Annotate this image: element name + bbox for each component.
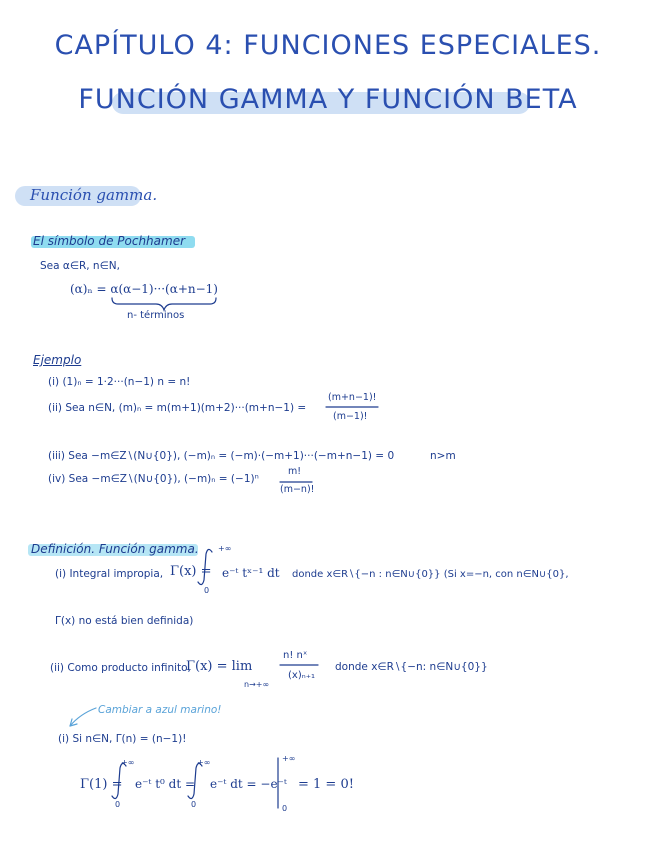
chapter-subtitle: FUNCIÓN GAMMA Y FUNCIÓN BETA (78, 84, 578, 115)
section-title: Función gamma. (30, 186, 158, 204)
def-ii-rest: donde x∈R∖{−n: n∈N∪{0}} (335, 661, 488, 673)
teacher-note: Cambiar a azul marino! (98, 704, 222, 716)
arrow-icon (70, 708, 96, 726)
def-i-integrand: e⁻ᵗ tˣ⁻¹ dt (222, 566, 280, 580)
ejemplo-iv-den: (m−n)! (280, 484, 315, 495)
ejemplo-iv: (iv) Sea −m∈Z∖(N∪{0}), (−m)ₙ = (−1)ⁿ (48, 473, 259, 485)
calc-lower-1: 0 (115, 800, 121, 809)
calc-lower-2: 0 (191, 800, 197, 809)
ejemplo-iii: (iii) Sea −m∈Z∖(N∪{0}), (−m)ₙ = (−m)·(−m+1)···(−m+n−1) = 0 (48, 450, 395, 462)
definition-heading: Definición. Función gamma. (31, 542, 199, 556)
integral-sign-icon (198, 549, 212, 584)
def-i-cont: Γ(x) no está bien definida) (55, 615, 194, 627)
ejemplo-ii: (ii) Sea n∈N, (m)ₙ = m(m+1)(m+2)···(m+n−1) = (48, 402, 307, 414)
pochhammer-formula: (α)ₙ = α(α−1)···(α+n−1) (70, 282, 218, 296)
calc-rhs: = 1 = 0! (298, 777, 354, 792)
def-i-rest: donde x∈R∖{−n : n∈N∪{0}} (Si x=−n, con n∈N∪{0}, (292, 569, 569, 580)
ejemplo-heading: Ejemplo (33, 353, 82, 367)
ejemplo-i: (i) (1)ₙ = 1·2···(n−1) n = n! (48, 376, 191, 388)
calc-upper-1: +∞ (121, 758, 135, 767)
calc-int1: e⁻ᵗ t⁰ dt = (135, 777, 196, 791)
def-ii-gamma: Γ(x) = lim (186, 659, 253, 674)
pochhammer-line1: Sea α∈R, n∈N, (40, 260, 120, 272)
underbrace-icon (112, 298, 216, 310)
property-i: (i) Si n∈N, Γ(n) = (n−1)! (58, 733, 187, 745)
calc-eval-upper: +∞ (282, 754, 296, 763)
calc-eval-lower: 0 (282, 804, 288, 813)
calc-int2: e⁻ᵗ dt = −e⁻ᵗ (210, 777, 287, 791)
integral-sign-icon (112, 763, 126, 798)
def-i-upper: +∞ (218, 544, 232, 553)
def-i-lower: 0 (204, 586, 210, 595)
def-ii-lim-sub: n→+∞ (244, 680, 270, 689)
ejemplo-ii-num: (m+n−1)! (328, 392, 377, 403)
def-i-label: (i) Integral impropia, (55, 568, 164, 580)
calc-upper-2: +∞ (197, 758, 211, 767)
def-i-gamma: Γ(x) = (170, 564, 212, 579)
ejemplo-iii-cond: n>m (430, 450, 456, 462)
chapter-title: CAPÍTULO 4: FUNCIONES ESPECIALES. (54, 30, 602, 61)
ejemplo-iv-num: m! (288, 466, 302, 477)
integral-sign-icon (188, 763, 202, 798)
def-ii-den: (x)ₙ₊₁ (288, 670, 315, 681)
brace-label: n- términos (127, 310, 185, 321)
def-ii-label: (ii) Como producto infinito, (50, 662, 191, 674)
ejemplo-ii-den: (m−1)! (333, 411, 368, 422)
pochhammer-heading: El símbolo de Pochhamer (33, 234, 186, 248)
calc-lhs: Γ(1) = (80, 777, 123, 792)
def-ii-num: n! nˣ (283, 650, 308, 661)
